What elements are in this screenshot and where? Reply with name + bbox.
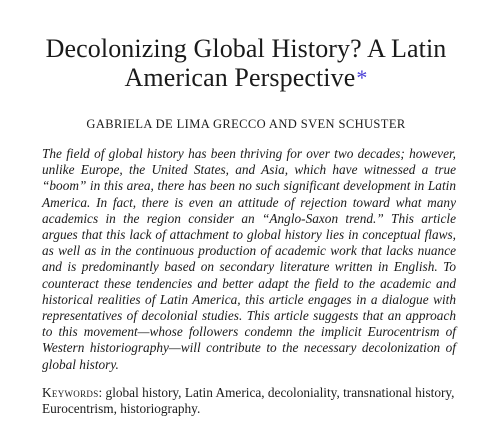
article-authors: GABRIELA DE LIMA GRECCO AND SVEN SCHUSTER bbox=[86, 117, 406, 131]
keywords-label: Keywords bbox=[42, 385, 99, 400]
article-keywords bbox=[42, 385, 458, 417]
article-title-line-2 bbox=[20, 63, 472, 92]
title-footnote-link[interactable]: * bbox=[356, 65, 368, 90]
article-title-line-1: Decolonizing Global History? A Latin bbox=[45, 34, 447, 63]
article-title bbox=[20, 34, 472, 92]
keywords-list: global history, Latin America, decoloniality, transnational history, Eurocentrism, historiography. bbox=[42, 385, 455, 417]
keywords-separator: : bbox=[98, 385, 106, 400]
article-title-line-2-text: American Perspective bbox=[124, 63, 356, 92]
article-abstract: The field of global history has been thriving for over two decades; however, unlike Europe, the United States, and Asia, which have witnessed a true “boom” in this area, there has been no such significant development in Latin America. In fact, there is even an attitude of rejection toward what many academics in the region consider an “Anglo-Saxon trend.” This article argues that this lack of attachment to global history lies in conceptual flaws, as well as in the continuous production of academic work that lacks nuance and is predominantly based on secondary literature written in English. To counteract these tendencies and better adapt the field to the academic and historical realities of Latin America, this article engages in a dialogue with representatives of decolonial studies. This article suggests that an approach to this movement—whose followers condemn the implicit Eurocentrism of Western historiography—will contribute to the necessary decolonization of global history. bbox=[42, 146, 456, 372]
